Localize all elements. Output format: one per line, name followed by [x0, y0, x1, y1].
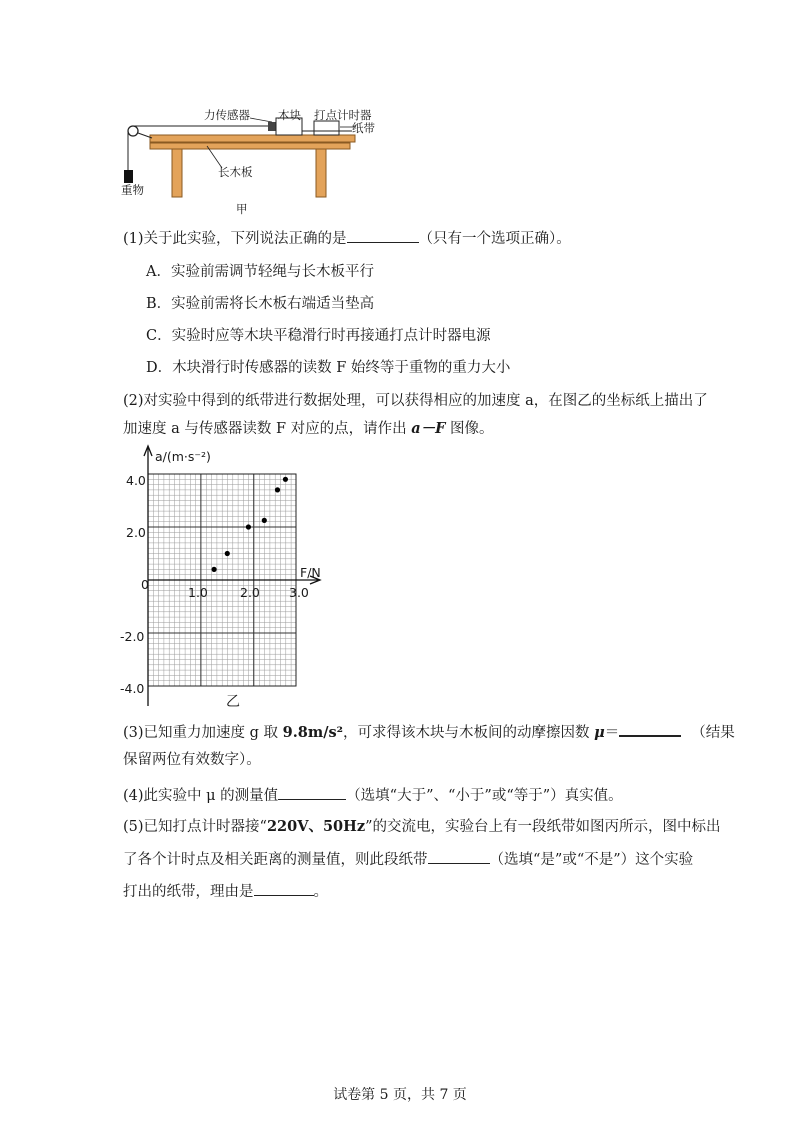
q5-line2-prefix: 了各个计时点及相关距离的测量值，则此段纸带 [123, 852, 428, 868]
q4-answer-blank[interactable] [278, 785, 346, 800]
table-leg-left [172, 147, 182, 197]
apparatus-figure [0, 0, 800, 230]
chart-xlabel: F/N [300, 565, 321, 580]
q1-suffix: （只有一个选项正确）。 [418, 231, 571, 247]
pulley [128, 126, 138, 136]
q5-line3 [123, 881, 328, 902]
data-point-1 [211, 567, 216, 572]
q5-line2 [123, 849, 693, 870]
q2-line2 [123, 419, 494, 439]
q4-line [123, 785, 623, 806]
q1-option-d: D．木块滑行时传感器的读数 F 始终等于重物的重力大小 [146, 360, 511, 376]
q5-line3-suffix: 。 [313, 884, 328, 900]
q4-prefix: (4)此实验中 μ 的测量值 [123, 788, 279, 804]
q1-option-b: B．实验前需将长木板右端适当垫高 [146, 296, 375, 312]
table-top [150, 143, 350, 149]
y-tick-2: 2.0 [126, 525, 146, 540]
q2-line1: (2)对实验中得到的纸带进行数据处理，可以获得相应的加速度 a，在图乙的坐标纸上描出了 [123, 393, 708, 409]
q2-line2-prefix: 加速度 a 与传感器读数 F 对应的点，请作出 [123, 421, 412, 437]
y-tick-4: 4.0 [126, 473, 146, 488]
page-footer: 试卷第 5 页，共 7 页 [333, 1087, 467, 1103]
label-weight: 重物 [121, 183, 144, 197]
data-point-5 [275, 487, 280, 492]
data-point-4 [262, 518, 267, 523]
q5-line2-suffix: （选填“是”或“不是”）这个实验 [489, 852, 694, 868]
q5-line1 [123, 817, 721, 837]
table-leg-right [316, 147, 326, 197]
q3-g-value: 9.8m/s² [282, 724, 344, 741]
label-block: 木块 [278, 108, 301, 122]
force-sensor [268, 122, 276, 131]
q5-answer-blank-2[interactable] [254, 881, 314, 896]
q5-line1-suffix: ”的交流电，实验台上有一段纸带如图丙所示，图中标出 [365, 819, 721, 835]
q5-line3-prefix: 打出的纸带，理由是 [123, 884, 254, 900]
q1-stem [123, 228, 571, 249]
q1-prefix: (1)关于此实验，下列说法正确的是 [123, 231, 347, 247]
figure-caption-jia: 甲 [236, 202, 248, 216]
long-board [150, 135, 355, 142]
data-point-6 [283, 477, 288, 482]
label-sensor: 力传感器 [204, 108, 250, 122]
label-board: 长木板 [218, 165, 253, 179]
x-tick-2: 2.0 [240, 585, 260, 600]
q3-line1 [123, 721, 735, 743]
x-tick-3: 3.0 [289, 585, 309, 600]
data-point-3 [246, 524, 251, 529]
q5-line1-prefix: (5)已知打点计时器接“ [123, 819, 267, 835]
label-tape: 纸带 [352, 121, 375, 135]
x-tick-1: 1.0 [188, 585, 208, 600]
chart-ylabel: a/(m·s⁻²) [155, 449, 211, 464]
label-timer: 打点计时器 [314, 108, 372, 122]
q5-line1-bold: 220V、50Hz [266, 818, 366, 835]
q2-line2-suffix: 图像。 [445, 421, 494, 437]
q4-suffix: （选填“大于”、“小于”或“等于”）真实值。 [346, 788, 623, 804]
q3-prefix: (3)已知重力加速度 g 取 [123, 725, 283, 741]
y-tick-neg2: -2.0 [120, 629, 145, 644]
q3-line2: 保留两位有效数字）。 [123, 752, 261, 768]
q5-answer-blank-1[interactable] [428, 849, 490, 864]
q1-answer-blank[interactable] [347, 228, 419, 243]
y-tick-neg4: -4.0 [120, 681, 145, 696]
q3-equals: ＝ [604, 725, 620, 741]
y-tick-0: 0 [141, 577, 149, 592]
q1-option-a: A．实验前需调节轻绳与长木板平行 [146, 264, 374, 280]
chart-caption: 乙 [226, 694, 240, 710]
data-point-2 [225, 551, 230, 556]
q3-answer-blank[interactable] [619, 721, 681, 737]
q3-suffix: （结果 [691, 725, 735, 741]
q3-mu: μ [594, 724, 605, 741]
q3-middle: ，可求得该木块与木板间的动摩擦因数 [343, 725, 595, 741]
q2-line2-bold: a－F [411, 420, 446, 437]
q1-option-c: C．实验时应等木块平稳滑行时再接通打点计时器电源 [146, 328, 491, 344]
